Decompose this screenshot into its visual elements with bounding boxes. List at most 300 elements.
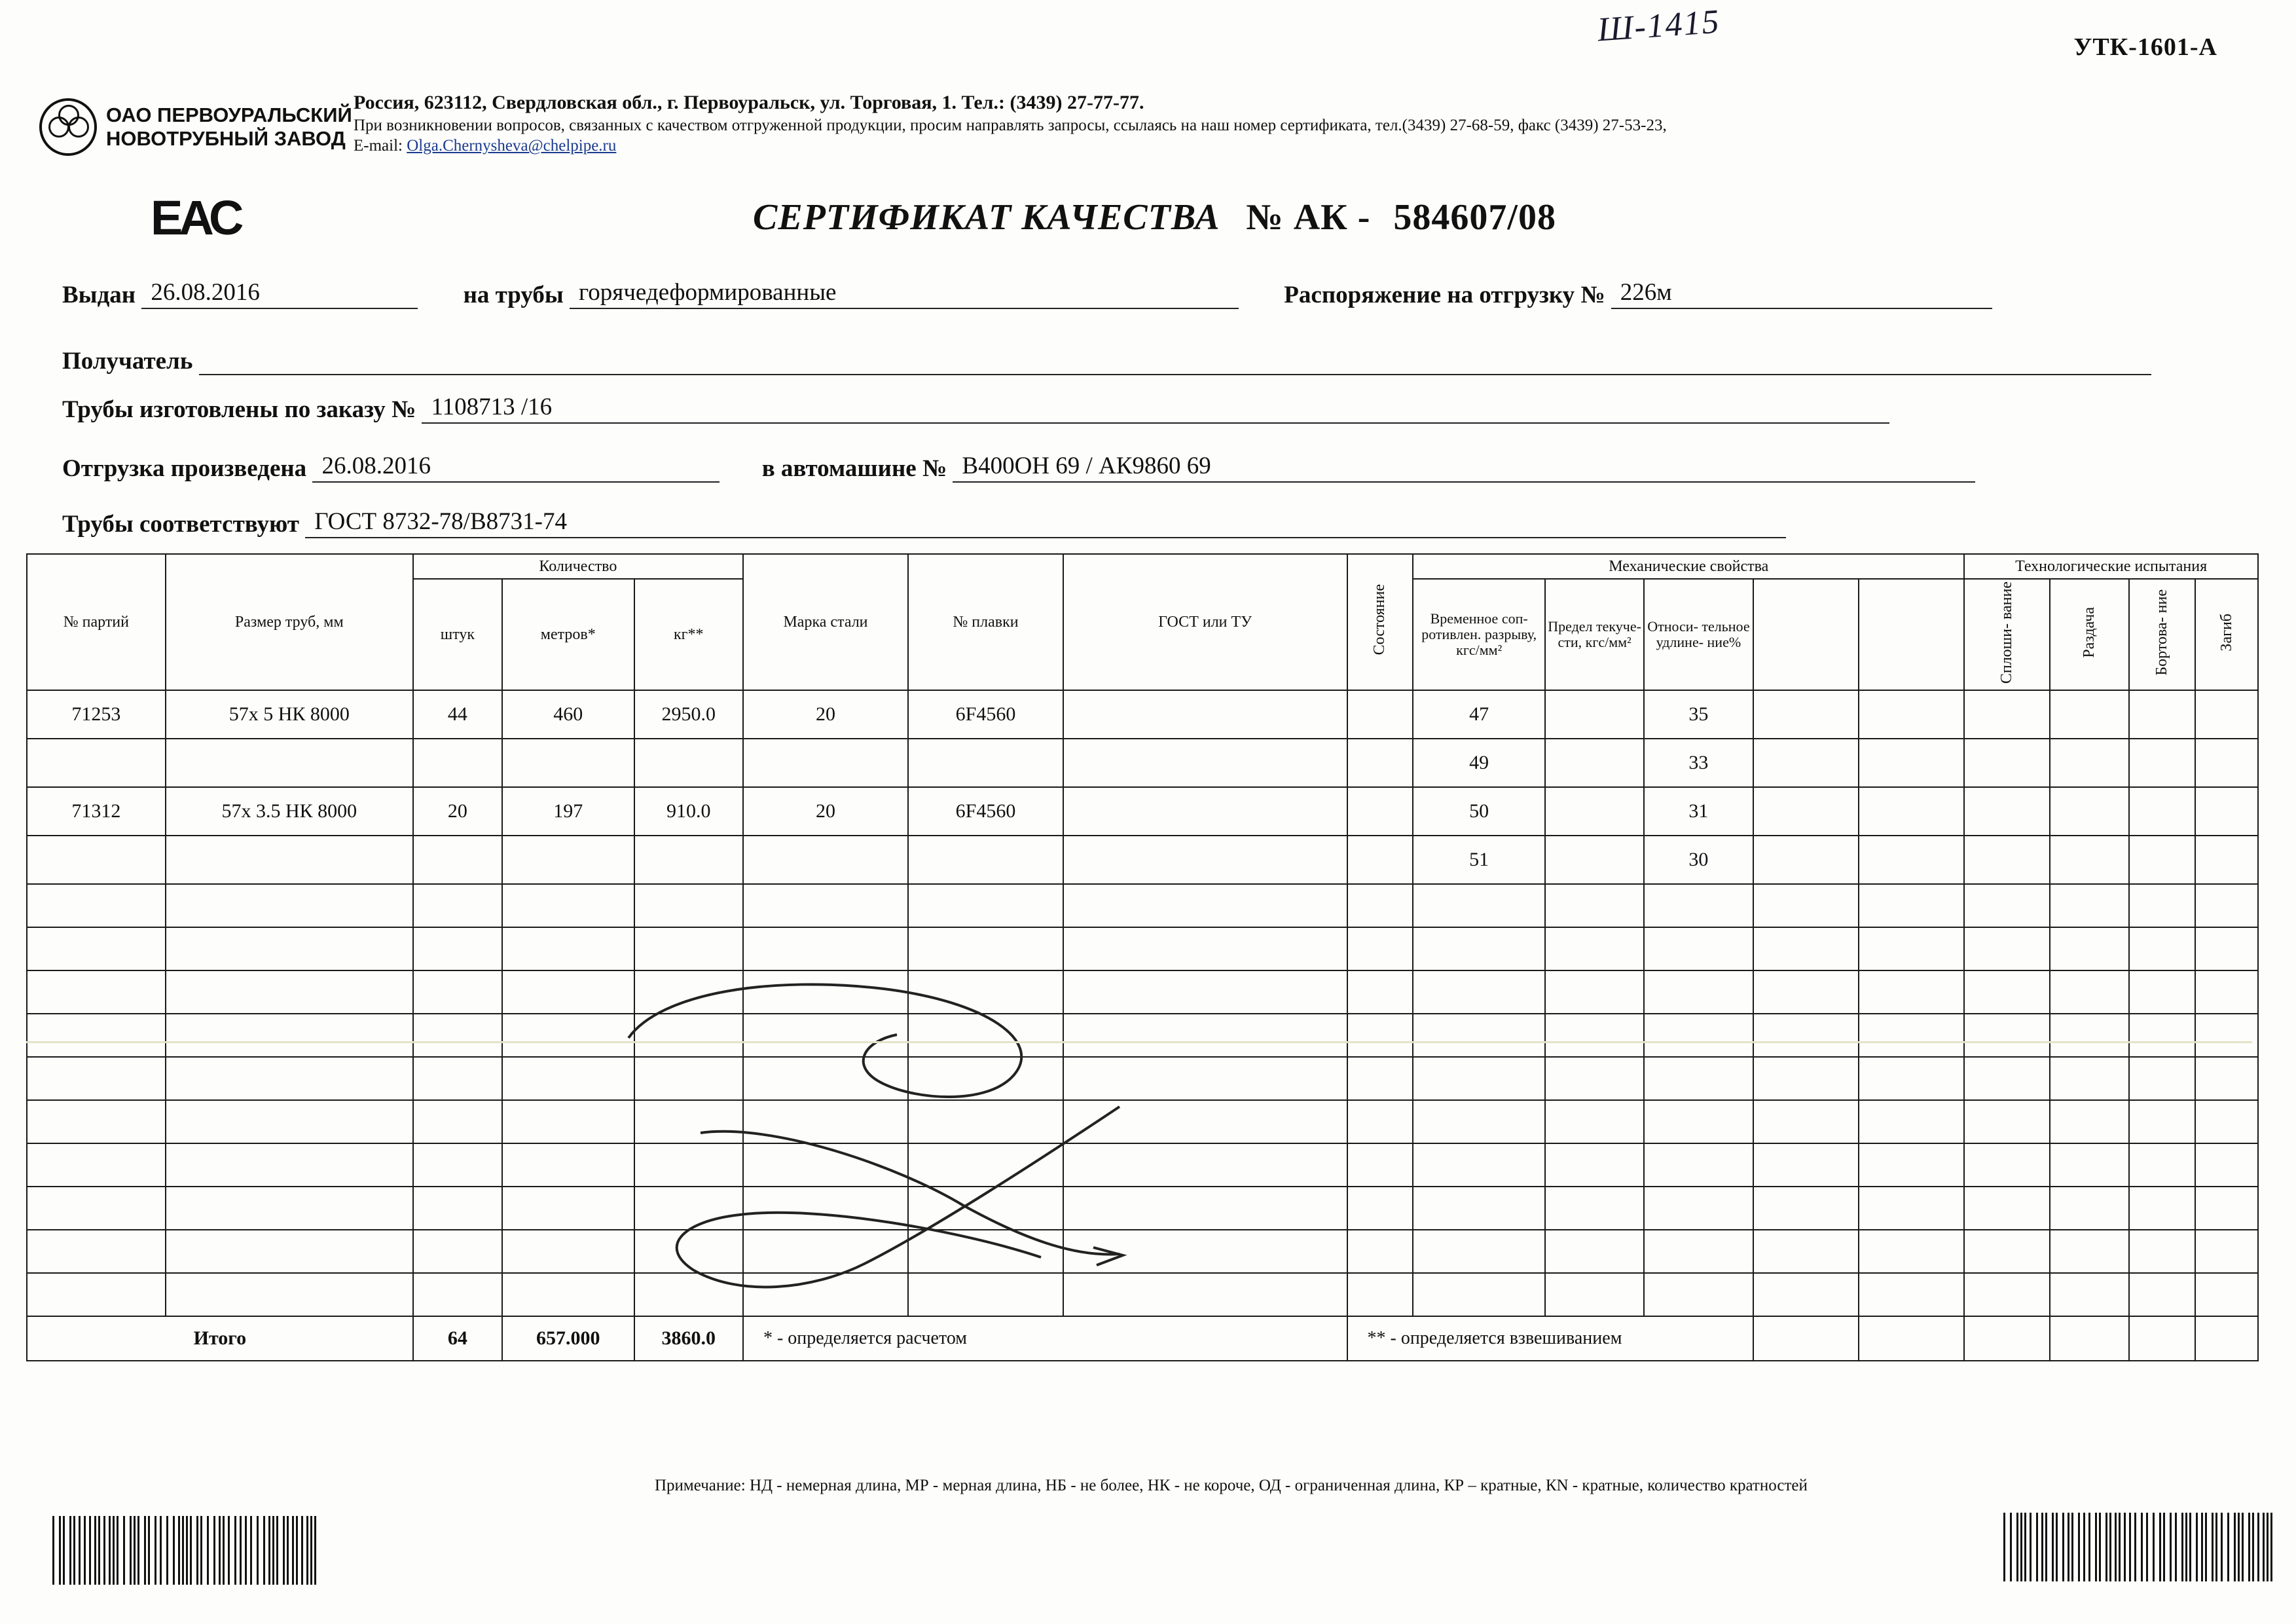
cell-flange bbox=[2129, 836, 2195, 884]
cell bbox=[1964, 884, 2050, 927]
form-code: УТК-1601-А bbox=[2073, 33, 2217, 61]
cell bbox=[502, 927, 634, 970]
cell bbox=[634, 1143, 743, 1187]
cell-gost bbox=[1063, 690, 1347, 739]
cell-elong: 33 bbox=[1644, 739, 1753, 787]
page-title bbox=[753, 196, 1556, 238]
cell bbox=[27, 1230, 166, 1273]
cell-elong: 30 bbox=[1644, 836, 1753, 884]
cell-size bbox=[166, 836, 413, 884]
cell bbox=[2129, 1143, 2195, 1187]
cell bbox=[413, 1100, 502, 1143]
cell bbox=[27, 884, 166, 927]
col-state: Состояние bbox=[1347, 554, 1413, 690]
cell bbox=[908, 1143, 1063, 1187]
cell bbox=[502, 1143, 634, 1187]
cell bbox=[634, 1187, 743, 1230]
col-steel: Марка стали bbox=[743, 554, 908, 690]
cell-kg bbox=[634, 836, 743, 884]
cell bbox=[2050, 1014, 2129, 1057]
quality-note: При возникновении вопросов, связанных с качеством отгруженной продукции, просим направлять запросы, ссылаясь на наш номер сертификата, тел.(3439) 27-68-59, факс (3439) 27-53-23, bbox=[354, 117, 1667, 134]
cell bbox=[502, 1014, 634, 1057]
cell bbox=[1545, 1143, 1644, 1187]
cell bbox=[1964, 1143, 2050, 1187]
cell bbox=[2195, 884, 2258, 927]
cell-meters: 197 bbox=[502, 787, 634, 836]
cell bbox=[27, 1014, 166, 1057]
logo-icon bbox=[39, 98, 97, 156]
cell bbox=[27, 1273, 166, 1316]
cell bbox=[1964, 1273, 2050, 1316]
cell bbox=[1063, 1143, 1347, 1187]
shipping-order-value[interactable]: 226м bbox=[1611, 278, 1992, 309]
cell bbox=[1753, 1273, 1859, 1316]
col-flange: Бортова- ние bbox=[2129, 579, 2195, 690]
cert-no-label: № АК - bbox=[1246, 197, 1371, 238]
cell bbox=[908, 1230, 1063, 1273]
total-meters: 657.000 bbox=[502, 1316, 634, 1361]
col-party: № партий bbox=[27, 554, 166, 690]
cell bbox=[413, 1014, 502, 1057]
company-name-line1: ОАО ПЕРВОУРАЛЬСКИЙ bbox=[106, 103, 352, 127]
cell bbox=[2195, 1014, 2258, 1057]
shipping-order-label: Распоряжение на отгрузку № bbox=[1284, 282, 1605, 308]
cell bbox=[1644, 1100, 1753, 1143]
receiver-label: Получатель bbox=[62, 348, 193, 375]
cell-party bbox=[27, 739, 166, 787]
cell bbox=[27, 1143, 166, 1187]
cell bbox=[1753, 927, 1859, 970]
cell bbox=[2129, 884, 2195, 927]
col-elong: Относи- тельное удлине- ние% bbox=[1644, 579, 1753, 690]
cell bbox=[1545, 1057, 1644, 1100]
cell bbox=[1413, 1230, 1545, 1273]
cell-gost bbox=[1063, 836, 1347, 884]
cell bbox=[2195, 970, 2258, 1014]
cell bbox=[1859, 1057, 1964, 1100]
cell bbox=[2195, 927, 2258, 970]
group-quantity: Количество bbox=[413, 554, 743, 579]
cell bbox=[908, 927, 1063, 970]
cell bbox=[27, 1100, 166, 1143]
cell-flare bbox=[2050, 836, 2129, 884]
cell bbox=[1347, 1143, 1413, 1187]
cell bbox=[502, 1057, 634, 1100]
cell-gost bbox=[1063, 739, 1347, 787]
company-name-line2: НОВОТРУБНЫЙ ЗАВОД bbox=[106, 127, 346, 150]
cell bbox=[2129, 1100, 2195, 1143]
cell bbox=[1545, 884, 1644, 927]
cell bbox=[166, 970, 413, 1014]
cell bbox=[413, 1230, 502, 1273]
table-row bbox=[27, 787, 2258, 836]
cell bbox=[1859, 1273, 1964, 1316]
cell bbox=[1753, 1187, 1859, 1230]
col-kg: кг** bbox=[634, 579, 743, 690]
cell bbox=[1347, 1100, 1413, 1143]
footnote: Примечание: НД - немерная длина, МР - мерная длина, НБ - не более, НК - не короче, ОД - ограниченная длина, КР – кратные, КN - кратные, количество кратностей bbox=[655, 1477, 1808, 1494]
cell bbox=[908, 970, 1063, 1014]
cell bbox=[1964, 1100, 2050, 1143]
cell bbox=[743, 1014, 908, 1057]
cell-tensile: 50 bbox=[1413, 787, 1545, 836]
cell bbox=[502, 1100, 634, 1143]
cell-bend bbox=[2195, 690, 2258, 739]
cell-solid bbox=[1964, 739, 2050, 787]
cell bbox=[1063, 970, 1347, 1014]
cell bbox=[1964, 1230, 2050, 1273]
form-row-issued bbox=[62, 278, 1992, 309]
cell bbox=[2050, 1143, 2129, 1187]
cell-kg: 2950.0 bbox=[634, 690, 743, 739]
cell bbox=[1413, 1187, 1545, 1230]
cell bbox=[634, 1057, 743, 1100]
cell bbox=[1347, 927, 1413, 970]
cell bbox=[743, 1273, 908, 1316]
cell-flare bbox=[2050, 787, 2129, 836]
cell bbox=[502, 884, 634, 927]
cell bbox=[27, 927, 166, 970]
cell bbox=[2129, 1230, 2195, 1273]
total-flange bbox=[2129, 1316, 2195, 1361]
table-empty-row bbox=[27, 1143, 2258, 1187]
cell bbox=[2050, 1273, 2129, 1316]
cell-blank2 bbox=[1859, 739, 1964, 787]
form-row-receiver bbox=[62, 347, 2151, 375]
cell bbox=[1753, 1230, 1859, 1273]
table-empty-row bbox=[27, 1230, 2258, 1273]
barcode-right bbox=[2003, 1513, 2277, 1581]
table-empty-row bbox=[27, 1187, 2258, 1230]
cell bbox=[413, 1143, 502, 1187]
form-row-shipment bbox=[62, 452, 1975, 483]
cell bbox=[1347, 1230, 1413, 1273]
conform-label: Трубы соответствуют bbox=[62, 511, 299, 538]
cell-bend bbox=[2195, 787, 2258, 836]
cell bbox=[2129, 1014, 2195, 1057]
cell bbox=[166, 1273, 413, 1316]
cell bbox=[1859, 1143, 1964, 1187]
cell bbox=[1964, 1187, 2050, 1230]
cert-no-value: 584607/08 bbox=[1393, 197, 1556, 238]
cell bbox=[634, 1230, 743, 1273]
group-tech: Технологические испытания bbox=[1964, 554, 2258, 579]
cell bbox=[908, 1014, 1063, 1057]
cell bbox=[908, 1100, 1063, 1143]
cell bbox=[634, 927, 743, 970]
cell-pieces bbox=[413, 836, 502, 884]
cell-flare bbox=[2050, 739, 2129, 787]
cell bbox=[1644, 970, 1753, 1014]
cell bbox=[1753, 1143, 1859, 1187]
table-empty-row bbox=[27, 1273, 2258, 1316]
table-empty-row bbox=[27, 884, 2258, 927]
cell-pieces: 44 bbox=[413, 690, 502, 739]
cell-steel: 20 bbox=[743, 787, 908, 836]
cell bbox=[743, 1143, 908, 1187]
cell-elong: 35 bbox=[1644, 690, 1753, 739]
cell bbox=[1644, 1143, 1753, 1187]
cell bbox=[743, 884, 908, 927]
form-row-order bbox=[62, 393, 1889, 424]
cell bbox=[502, 1187, 634, 1230]
cell bbox=[743, 1230, 908, 1273]
table-group-header-row bbox=[27, 554, 2258, 579]
cell-heat: 6F4560 bbox=[908, 690, 1063, 739]
cell bbox=[1644, 927, 1753, 970]
cell-meters: 460 bbox=[502, 690, 634, 739]
table-empty-row bbox=[27, 927, 2258, 970]
cell-heat: 6F4560 bbox=[908, 787, 1063, 836]
cell bbox=[1859, 927, 1964, 970]
cell-size bbox=[166, 739, 413, 787]
eac-mark: ЕАС bbox=[151, 191, 240, 245]
cell bbox=[908, 1273, 1063, 1316]
cell bbox=[1545, 1230, 1644, 1273]
cell bbox=[413, 1187, 502, 1230]
cell-kg bbox=[634, 739, 743, 787]
cell-blank2 bbox=[1859, 836, 1964, 884]
cell bbox=[1644, 1187, 1753, 1230]
cell bbox=[1644, 1014, 1753, 1057]
shipment-value[interactable]: 26.08.2016 bbox=[312, 452, 720, 483]
cell bbox=[1964, 927, 2050, 970]
conform-value[interactable]: ГОСТ 8732-78/В8731-74 bbox=[305, 507, 1786, 538]
cell-party bbox=[27, 836, 166, 884]
cell-elong: 31 bbox=[1644, 787, 1753, 836]
cell-bend bbox=[2195, 836, 2258, 884]
cell bbox=[27, 970, 166, 1014]
cell bbox=[2050, 1057, 2129, 1100]
cell bbox=[1964, 1057, 2050, 1100]
cell bbox=[2195, 1100, 2258, 1143]
cell bbox=[1859, 1187, 1964, 1230]
cell bbox=[413, 1273, 502, 1316]
cell-meters bbox=[502, 836, 634, 884]
cell bbox=[1859, 970, 1964, 1014]
email-label: E-mail: bbox=[354, 137, 403, 155]
cell-pieces bbox=[413, 739, 502, 787]
cell-meters bbox=[502, 739, 634, 787]
cell bbox=[2129, 1057, 2195, 1100]
cell bbox=[1347, 970, 1413, 1014]
col-flare: Раздача bbox=[2050, 579, 2129, 690]
email-link[interactable]: Olga.Chernysheva@chelpipe.ru bbox=[407, 137, 617, 155]
cell-blank1 bbox=[1753, 739, 1859, 787]
table-row bbox=[27, 836, 2258, 884]
cell bbox=[2129, 1273, 2195, 1316]
cell-bend bbox=[2195, 739, 2258, 787]
vehicle-value[interactable]: В400ОН 69 / АК9860 69 bbox=[953, 452, 1975, 483]
cell bbox=[1413, 884, 1545, 927]
cell bbox=[166, 1014, 413, 1057]
title-text: СЕРТИФИКАТ КАЧЕСТВА bbox=[753, 197, 1220, 238]
cell-state bbox=[1347, 690, 1413, 739]
table-empty-row bbox=[27, 1014, 2258, 1057]
cell bbox=[2050, 884, 2129, 927]
cell bbox=[2129, 927, 2195, 970]
cell bbox=[1753, 1014, 1859, 1057]
col-solid: Сплоши- вание bbox=[1964, 579, 2050, 690]
cell bbox=[166, 1230, 413, 1273]
cell bbox=[1063, 1230, 1347, 1273]
pipes-value[interactable]: горячедеформированные bbox=[570, 278, 1239, 309]
cell bbox=[1347, 884, 1413, 927]
cell bbox=[1859, 1100, 1964, 1143]
issued-label: Выдан bbox=[62, 282, 136, 308]
order-value[interactable]: 1108713 /16 bbox=[422, 393, 1889, 424]
cell bbox=[2195, 1187, 2258, 1230]
cell-blank2 bbox=[1859, 690, 1964, 739]
table-total-row bbox=[27, 1316, 2258, 1361]
total-bend bbox=[2195, 1316, 2258, 1361]
cell bbox=[1413, 927, 1545, 970]
cell bbox=[1347, 1187, 1413, 1230]
cell-steel bbox=[743, 739, 908, 787]
address-block bbox=[354, 92, 1892, 155]
cell bbox=[743, 1187, 908, 1230]
shipment-label: Отгрузка произведена bbox=[62, 455, 307, 482]
cell-heat bbox=[908, 739, 1063, 787]
cell bbox=[2050, 1100, 2129, 1143]
cell bbox=[1413, 1014, 1545, 1057]
cell bbox=[2129, 970, 2195, 1014]
total-flare bbox=[2050, 1316, 2129, 1361]
cell-steel: 20 bbox=[743, 690, 908, 739]
cell bbox=[1545, 927, 1644, 970]
note-weighed: ** - определяется взвешиванием bbox=[1347, 1316, 1753, 1361]
cell bbox=[1644, 1273, 1753, 1316]
handwritten-doc-number: Ш-1415 bbox=[1596, 3, 1722, 49]
total-solid bbox=[1964, 1316, 2050, 1361]
pipes-label: на трубы bbox=[463, 282, 564, 308]
cell bbox=[908, 1187, 1063, 1230]
table-row bbox=[27, 739, 2258, 787]
cell bbox=[502, 1230, 634, 1273]
order-label: Трубы изготовлены по заказу № bbox=[62, 396, 416, 423]
cell-yield bbox=[1545, 690, 1644, 739]
cell-size: 57х 3.5 НК 8000 bbox=[166, 787, 413, 836]
table-row bbox=[27, 690, 2258, 739]
issued-value[interactable]: 26.08.2016 bbox=[141, 278, 418, 309]
cell-party: 71312 bbox=[27, 787, 166, 836]
cell bbox=[1063, 1100, 1347, 1143]
cell-yield bbox=[1545, 836, 1644, 884]
cell-solid bbox=[1964, 690, 2050, 739]
cell bbox=[2050, 1187, 2129, 1230]
cell bbox=[1753, 884, 1859, 927]
cell bbox=[743, 970, 908, 1014]
cell bbox=[1413, 1057, 1545, 1100]
cell bbox=[634, 1014, 743, 1057]
cell bbox=[1063, 1273, 1347, 1316]
cell bbox=[908, 884, 1063, 927]
form-row-conform bbox=[62, 507, 1786, 538]
cell bbox=[27, 1187, 166, 1230]
col-blank-2 bbox=[1859, 579, 1964, 690]
cell bbox=[1644, 1230, 1753, 1273]
cell bbox=[166, 1057, 413, 1100]
cell-tensile: 47 bbox=[1413, 690, 1545, 739]
cell bbox=[634, 884, 743, 927]
cell bbox=[908, 1057, 1063, 1100]
cell bbox=[1859, 1230, 1964, 1273]
cell bbox=[1063, 884, 1347, 927]
cell-blank2 bbox=[1859, 787, 1964, 836]
cell bbox=[1063, 1187, 1347, 1230]
cell bbox=[413, 1057, 502, 1100]
col-heat: № плавки bbox=[908, 554, 1063, 690]
cell bbox=[1413, 1100, 1545, 1143]
cell bbox=[1545, 1187, 1644, 1230]
cell-state bbox=[1347, 739, 1413, 787]
cell bbox=[166, 927, 413, 970]
cell-yield bbox=[1545, 739, 1644, 787]
certificate-table bbox=[26, 553, 2259, 1361]
cell-kg: 910.0 bbox=[634, 787, 743, 836]
total-blank1 bbox=[1753, 1316, 1859, 1361]
cell bbox=[2195, 1230, 2258, 1273]
cell bbox=[27, 1057, 166, 1100]
note-calculated: * - определяется расчетом bbox=[743, 1316, 1347, 1361]
cell bbox=[2050, 927, 2129, 970]
cell-flange bbox=[2129, 787, 2195, 836]
cell bbox=[2195, 1273, 2258, 1316]
cell bbox=[502, 1273, 634, 1316]
cell-size: 57х 5 НК 8000 bbox=[166, 690, 413, 739]
cell-blank1 bbox=[1753, 787, 1859, 836]
cell bbox=[1644, 1057, 1753, 1100]
receiver-value[interactable] bbox=[199, 373, 2151, 375]
col-blank-1 bbox=[1753, 579, 1859, 690]
col-yield: Предел текуче- сти, кгс/мм² bbox=[1545, 579, 1644, 690]
company-name bbox=[106, 103, 352, 150]
cell bbox=[1347, 1057, 1413, 1100]
cell bbox=[2129, 1187, 2195, 1230]
cell-pieces: 20 bbox=[413, 787, 502, 836]
cell bbox=[1545, 1273, 1644, 1316]
cell-gost bbox=[1063, 787, 1347, 836]
col-size: Размер труб, мм bbox=[166, 554, 413, 690]
cell bbox=[743, 1057, 908, 1100]
cell bbox=[743, 1100, 908, 1143]
company-logo bbox=[39, 98, 352, 156]
barcode-left bbox=[52, 1516, 321, 1585]
table-empty-row bbox=[27, 970, 2258, 1014]
cell bbox=[1063, 1014, 1347, 1057]
table-empty-row bbox=[27, 1100, 2258, 1143]
company-address: Россия, 623112, Свердловская обл., г. Первоуральск, ул. Торговая, 1. Тел.: (3439) 27-77-77. bbox=[354, 92, 1144, 113]
cell bbox=[1545, 1100, 1644, 1143]
total-pieces: 64 bbox=[413, 1316, 502, 1361]
cell bbox=[1063, 927, 1347, 970]
cell bbox=[166, 884, 413, 927]
col-pieces: штук bbox=[413, 579, 502, 690]
cell-blank1 bbox=[1753, 836, 1859, 884]
col-gost: ГОСТ или ТУ bbox=[1063, 554, 1347, 690]
email-line bbox=[354, 137, 1892, 155]
cell bbox=[166, 1100, 413, 1143]
cell bbox=[1063, 1057, 1347, 1100]
cell-solid bbox=[1964, 836, 2050, 884]
cell bbox=[1644, 884, 1753, 927]
cell-tensile: 49 bbox=[1413, 739, 1545, 787]
total-kg: 3860.0 bbox=[634, 1316, 743, 1361]
cell bbox=[2050, 1230, 2129, 1273]
cell-blank1 bbox=[1753, 690, 1859, 739]
cell bbox=[413, 970, 502, 1014]
cell bbox=[1347, 1014, 1413, 1057]
